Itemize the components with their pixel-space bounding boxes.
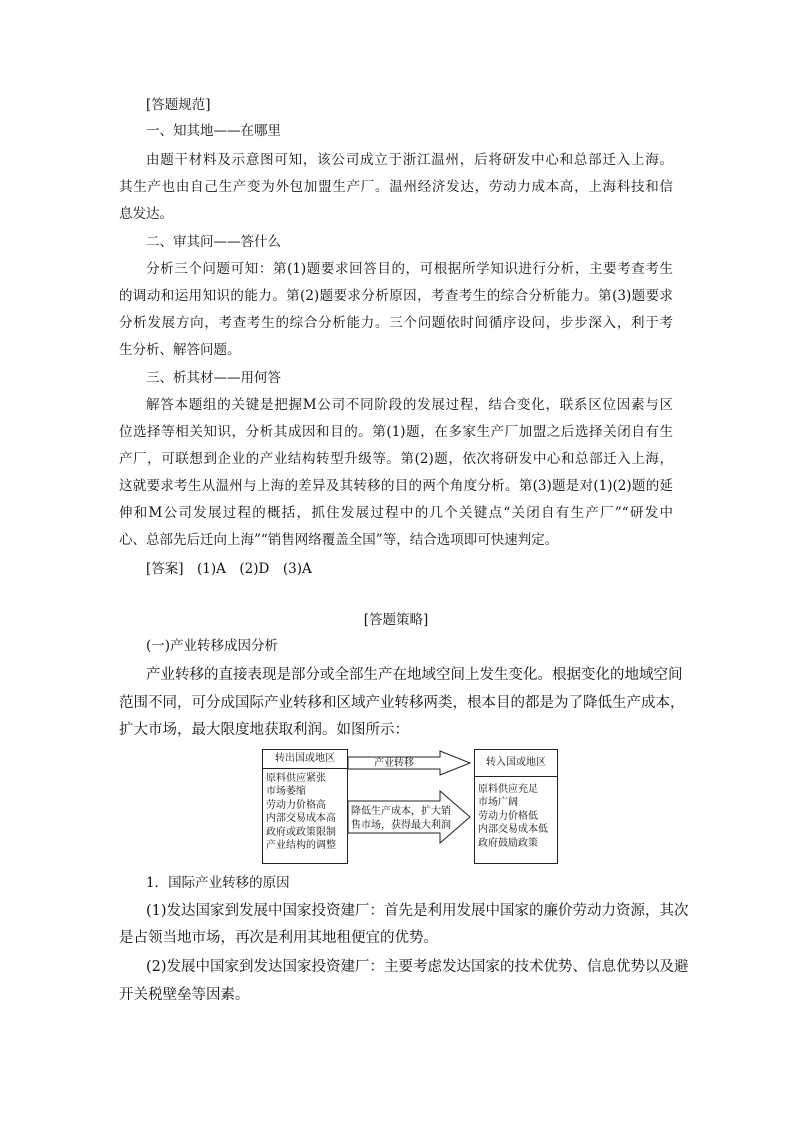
- point1-para2-line-1: (2)发展中国家到发达国家投资建厂：主要考虑发达国家的技术优势、信息优势以及避: [146, 959, 689, 975]
- destination-item: 内部交易成本低: [478, 824, 548, 836]
- industry-transfer-diagram: [262, 749, 558, 865]
- section-heading-answer-norms: [答题规范]: [146, 97, 211, 113]
- step3-line-6: 心、总部先后迁向上海”“销售网络覆盖全国”等，结合选项即可快速判定。: [119, 532, 559, 548]
- destination-region-items: [475, 777, 557, 850]
- step3-title: 三、析其材——用何答: [146, 370, 281, 386]
- source-item: 市场萎缩: [266, 786, 306, 798]
- step2-title: 二、审其问——答什么: [146, 234, 281, 250]
- bottom-arrow-line-1: 降低生产成本，扩大销: [351, 806, 451, 817]
- destination-item: 政府鼓励政策: [478, 837, 538, 849]
- intro-line-1: 产业转移的直接表现是部分或全部生产在地域空间上发生变化。根据变化的地域空间: [146, 667, 683, 683]
- step3-line-5: 伸和M公司发展过程的概括，抓住发展过程中的几个关键点“关闭自有生产厂”“研发中: [119, 505, 673, 521]
- step3-line-3: 产厂，可联想到企业的产业结构转型升级等。第(2)题，依次将研发中心和总部迁入上海，: [119, 451, 673, 467]
- step1-line-3: 息发达。: [119, 206, 173, 222]
- destination-item: 原料供应充足: [478, 784, 538, 795]
- section-heading-strategy: [答题策略]: [363, 612, 429, 628]
- intro-line-3: 扩大市场，最大限度地获取利润。如图所示：: [119, 722, 409, 738]
- source-item: 产业结构的调整: [266, 840, 336, 852]
- step1-title: 一、知其地——在哪里: [146, 123, 281, 139]
- point1-title: 1．国际产业转移的原因: [146, 875, 290, 891]
- subsection-title: (一)产业转移成因分析: [146, 638, 279, 654]
- bottom-arrow-line-2: 售市场，获得最大利润: [351, 820, 451, 831]
- step2-line-4: 生分析、解答问题。: [119, 342, 241, 358]
- step3-line-2: 位选择等相关知识，分析其成因和目的。第(1)题，在多家生产厂加盟之后选择关闭自有生: [119, 424, 673, 440]
- source-item: 政府或政策限制: [266, 826, 336, 838]
- top-arrow-label: 产业转移: [374, 758, 414, 769]
- answer-line: [答案] (1)A (2)D (3)A: [146, 561, 312, 577]
- source-item: 内部交易成本高: [266, 813, 336, 825]
- source-item: 劳动力价格高: [266, 799, 326, 811]
- source-region-items: [263, 769, 347, 852]
- source-region-box: [262, 749, 348, 864]
- point1-para1-line-2: 是占领当地市场，再次是利用其地租便宜的优势。: [119, 930, 438, 946]
- step1-line-1: 由题干材料及示意图可知，该公司成立于浙江温州，后将研发中心和总部迁入上海。: [146, 152, 673, 168]
- step1-line-2: 其生产也由自己生产变为外包加盟生产厂。温州经济发达，劳动力成本高，上海科技和信: [119, 179, 673, 195]
- step2-line-3: 分析发展方向，考查考生的综合分析能力。三个问题依时间循序设问，步步深入，利于考: [119, 315, 673, 331]
- point1-para2-line-2: 开关税壁垒等因素。: [119, 987, 250, 1003]
- source-region-title: 转出国或地区: [263, 750, 347, 769]
- step3-line-4: 这就要求考生从温州与上海的差异及其转移的目的两个角度分析。第(3)题是对(1)(2)题的延: [119, 478, 673, 494]
- destination-item: 劳动力价格低: [478, 810, 538, 822]
- intro-line-2: 范围不同，可分成国际产业转移和区域产业转移两类，根本目的都是为了降低生产成本，: [119, 695, 685, 711]
- destination-region-title: 转入国或地区: [475, 750, 557, 777]
- step2-line-2: 的调动和运用知识的能力。第(2)题要求分析原因，考查考生的综合分析能力。第(3)题要求: [119, 288, 673, 304]
- source-item: 原料供应紧张: [266, 773, 326, 784]
- destination-item: 市场广阔: [478, 797, 518, 809]
- step3-line-1: 解答本题组的关键是把握M公司不同阶段的发展过程，结合变化，联系区位因素与区: [146, 397, 673, 413]
- destination-region-box: [474, 749, 558, 864]
- point1-para1-line-1: (1)发达国家到发展中国家投资建厂：首先是利用发展中国家的廉价劳动力资源，其次: [146, 903, 689, 919]
- step2-line-1: 分析三个问题可知：第(1)题要求回答目的，可根据所学知识进行分析，主要考查考生: [146, 261, 673, 277]
